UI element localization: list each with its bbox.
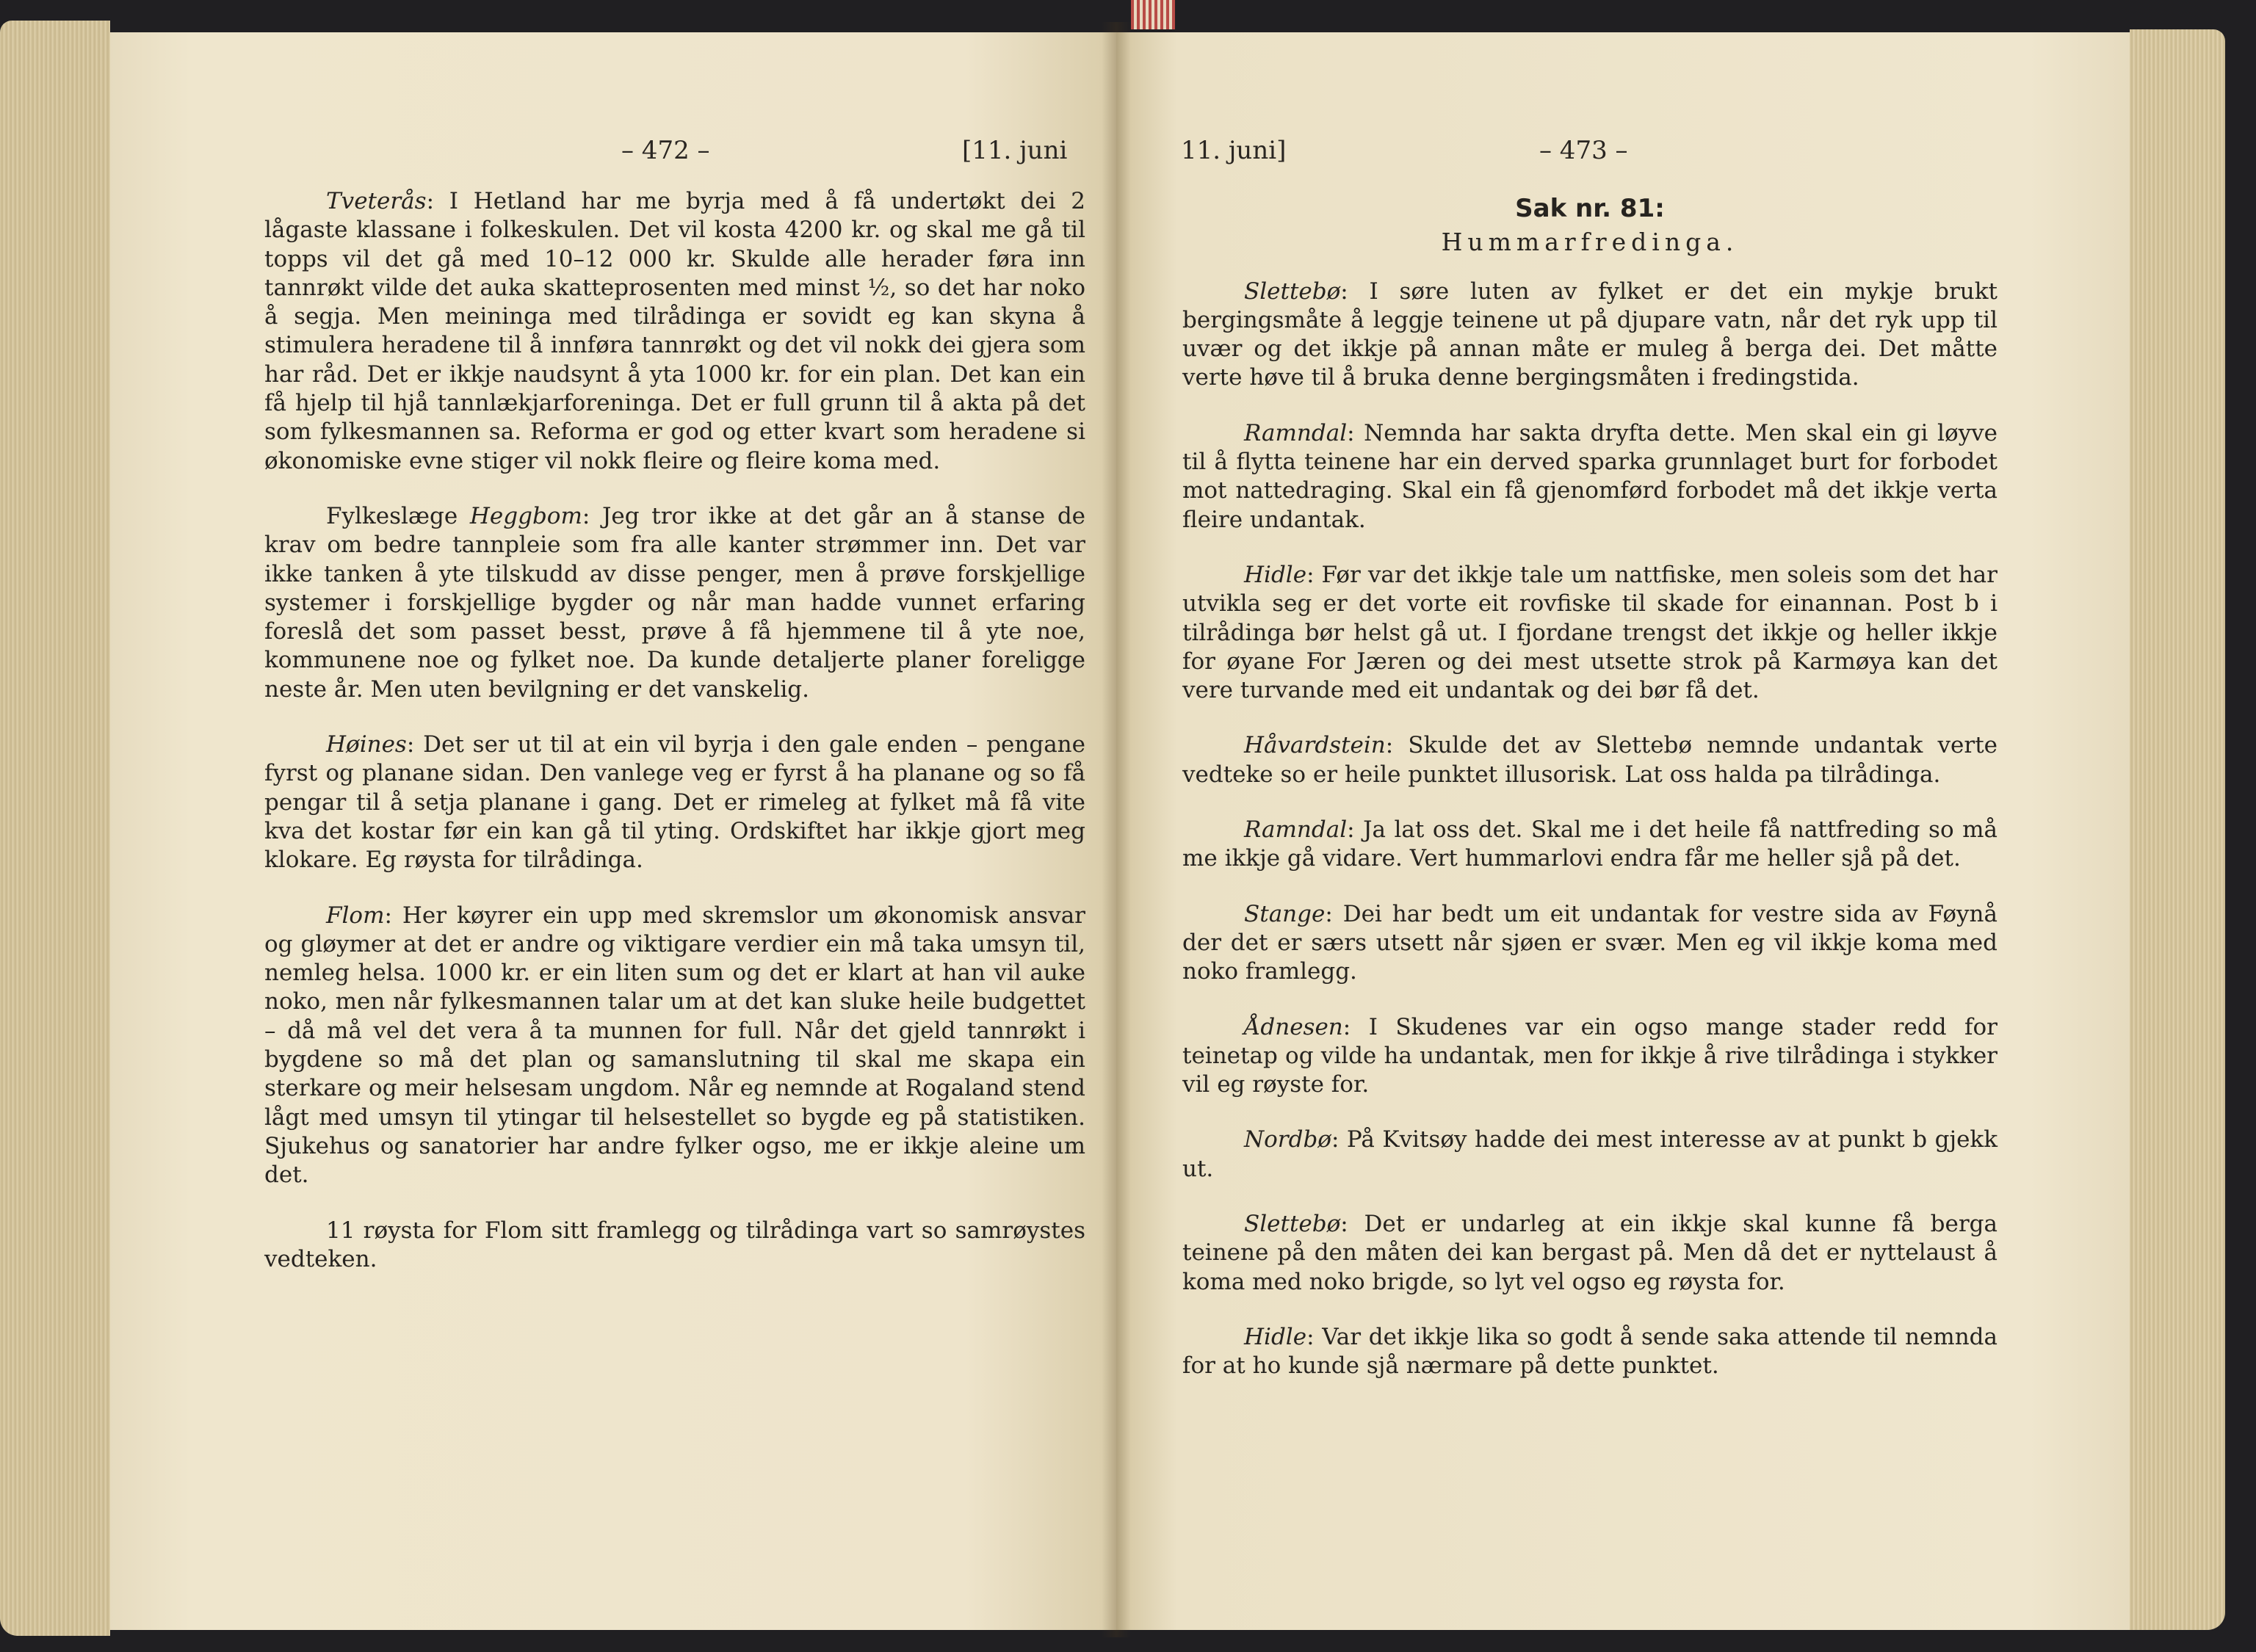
- paragraph: [264, 502, 1085, 704]
- paragraph-text: : Var det ikkje lika so godt å sende saka attende til nemnda for at ho kunde sjå nærmare på dette punktet.: [1182, 1323, 1998, 1380]
- paragraph-text: : Det ser ut til at ein vil byrja i den gale enden – pengane fyrst og planane sidan. Den vanlege veg er fyrst å ha planane og so få pengar til å setja planane i gang. Det er rimeleg at fylket må få vite kva det kostar før ein kan gå til yting. Ordskiftet har ikkje gjort meg klokare. Eg røysta for tilrådinga.: [264, 731, 1085, 874]
- left-page-date: [11. juni: [962, 136, 1068, 165]
- paragraph-text: : I Hetland har me byrja med å få undertøkt dei 2 lågaste klassane i folkeskulen. Det vil kosta 4200 kr. og skal me gå til topps vil det gå med 10–12 000 kr. Skulde alle herader føra inn tannrøkt vilde det auka skatteprosenten med minst ½, so det har noko å segja. Men meininga med tilrådinga er sovidt eg kan skyna å stimulera heradene til å innføra tannrøkt og det vil nokk dei gjera som har råd. Det er ikkje naudsynt å yta 1000 kr. for ein plan. Det kan ein få hjelp til hjå tannlækjarforeninga. Det er full grunn til å akta på det som fylkesmannen sa. Reforma er god og etter kvart som heradene si økonomiske evne stiger vil nokk fleire og fleire koma med.: [264, 188, 1085, 474]
- paragraph-text: : Dei har bedt um eit undantak for vestre sida av Føynå der det er særs utsett når sjøen er svær. Men eg vil ikkje koma med noko framlegg.: [1182, 900, 1998, 985]
- paragraph-text: : Ja lat oss det. Skal me i det heile få nattfreding so må me ikkje gå vidare. Vert hummarlovi endra får me heller sjå på det.: [1182, 816, 1998, 872]
- speaker-name: Tveterås: [326, 188, 427, 214]
- paragraph-text: : Jeg tror ikke at det går an å stanse de krav om bedre tannpleie som fra alle kanter strømmer inn. Det var ikke tanken å yte tilskudd av disse penger, men å prøve forskjellige systemer i forskjellige bygder og når man hadde vunnet erfaring foreslå det som passet besst, prøve å få hjemmene til å yte noe, kommunene noe og fylket noe. Da kunde detaljerte planer foreligge neste år. Men uten bevilgning er det vanskelig.: [264, 502, 1086, 703]
- speaker-name: Stange: [1244, 900, 1326, 927]
- paragraph-text: : På Kvitsøy hadde dei mest interesse av at punkt b gjekk ut.: [1182, 1126, 1998, 1182]
- paragraph: [264, 902, 1085, 1190]
- right-page-body: [1182, 195, 1998, 1381]
- paragraph: [1182, 1126, 1998, 1184]
- paragraph-text: : Det er undarleg at ein ikkje skal kunne få berga teinene på den måten dei kan bergast på. Men då det er nyttelaust å koma med noko brigde, so lyt vel ogso eg røysta for.: [1182, 1211, 1998, 1295]
- paragraph: [264, 731, 1085, 874]
- gutter-shadow: [1102, 22, 1131, 1637]
- speaker-name: Høines: [326, 731, 407, 758]
- speaker-name: Slettebø: [1244, 278, 1341, 305]
- speaker-title: Fylkeslæge: [326, 502, 470, 529]
- speaker-name: Ramndal: [1244, 816, 1348, 844]
- paragraph-text: : I Skudenes var ein ogso mange stader redd for teinetap og vilde ha undantak, men for ikkje å rive tilrådinga i stykker vil eg røyste for.: [1182, 1013, 1998, 1098]
- paragraph: [1182, 1013, 1998, 1100]
- paragraph: [1182, 561, 1998, 705]
- paragraph: [264, 187, 1085, 476]
- paragraph-text: : Skulde det av Slettebø nemnde undantak verte vedteke so er heile punktet illusorisk. Lat oss halda pa tilrådinga.: [1182, 732, 1998, 788]
- paragraph-text: 11 røysta for Flom sitt framlegg og tilrådinga vart so samrøystes vedteken.: [264, 1217, 1085, 1272]
- speaker-name: Flom: [326, 902, 385, 929]
- right-page-number: – 473 –: [1539, 136, 1628, 165]
- left-page-edges: [0, 21, 110, 1636]
- paragraph: [1182, 816, 1998, 874]
- paragraph-text: : Nemnda har sakta dryfta dette. Men skal ein gi løyve til å flytta teinene har ein derved sparka grunnlaget burt for forbodet mot nattedraging. Skal ein få gjenomførd forbodet må det ikkje verta fleire undantak.: [1182, 419, 1998, 533]
- paragraph: [1182, 278, 1998, 393]
- speaker-name: Håvardstein: [1244, 732, 1386, 759]
- bookmark-ribbon: [1131, 0, 1175, 29]
- case-title: Hummarfredinga.: [1441, 228, 1739, 257]
- case-heading: Sak nr. 81:: [1515, 194, 1665, 223]
- paragraph: [1182, 731, 1998, 789]
- right-page-edges: [2130, 29, 2225, 1630]
- paragraph: [264, 1217, 1085, 1275]
- paragraph-text: : Før var det ikkje tale um nattfiske, men soleis som det har utvikla seg er det vorte eit rovfiske til skade for einannan. Post b i tilrådinga bør helst gå ut. I fjordane trengst det ikkje og heller ikkje for øyane For Jæren og dei mest utsette strok på Karmøya kan det vere turvande med eit undantak og dei bør få det.: [1182, 561, 1998, 704]
- speaker-name: Nordbø: [1244, 1126, 1331, 1153]
- speaker-name: Heggbom: [469, 502, 582, 529]
- paragraph-text: : Her køyrer ein upp med skremslor um økonomisk ansvar og gløymer at det er andre og viktigare verdier ein må taka umsyn til, nemleg helsa. 1000 kr. er ein liten sum og det er klart at han vil auke noko, men når fylkesmannen talar um at det kan sluke heile budgettet – då må vel det vera å ta munnen for full. Når det gjeld tannrøkt i bygdene so må det plan og samanslutning til skal me skapa ein sterkare og meir helsesam ungdom. Når eg nemnde at Rogaland stend lågt med umsyn til ytingar til helsestellet so bygde eg på statistiken. Sjukehus og sanatorier har andre fylker ogso, me er ikkje aleine um det.: [264, 902, 1085, 1189]
- left-page-body: [264, 187, 1085, 1274]
- paragraph-text: : I søre luten av fylket er det ein mykje brukt bergingsmåte å leggje teinene ut på djupare vatn, når det ryk upp til uvær og det ikkje på annan måte er muleg å berga dei. Det måtte verte høve til å bruka denne bergingsmåten i fredingstida.: [1182, 278, 1998, 391]
- left-page-number: – 472 –: [621, 136, 710, 165]
- speaker-name: Slettebø: [1244, 1211, 1341, 1238]
- paragraph: [1182, 419, 1998, 535]
- paragraph: [1182, 900, 1998, 987]
- paragraph: [1182, 1323, 1998, 1381]
- speaker-name: Ådnesen: [1244, 1013, 1343, 1040]
- speaker-name: Hidle: [1244, 1323, 1307, 1350]
- speaker-name: Ramndal: [1244, 419, 1348, 446]
- right-page-date: 11. juni]: [1181, 136, 1287, 165]
- paragraph: [1182, 1210, 1998, 1297]
- speaker-name: Hidle: [1244, 561, 1307, 588]
